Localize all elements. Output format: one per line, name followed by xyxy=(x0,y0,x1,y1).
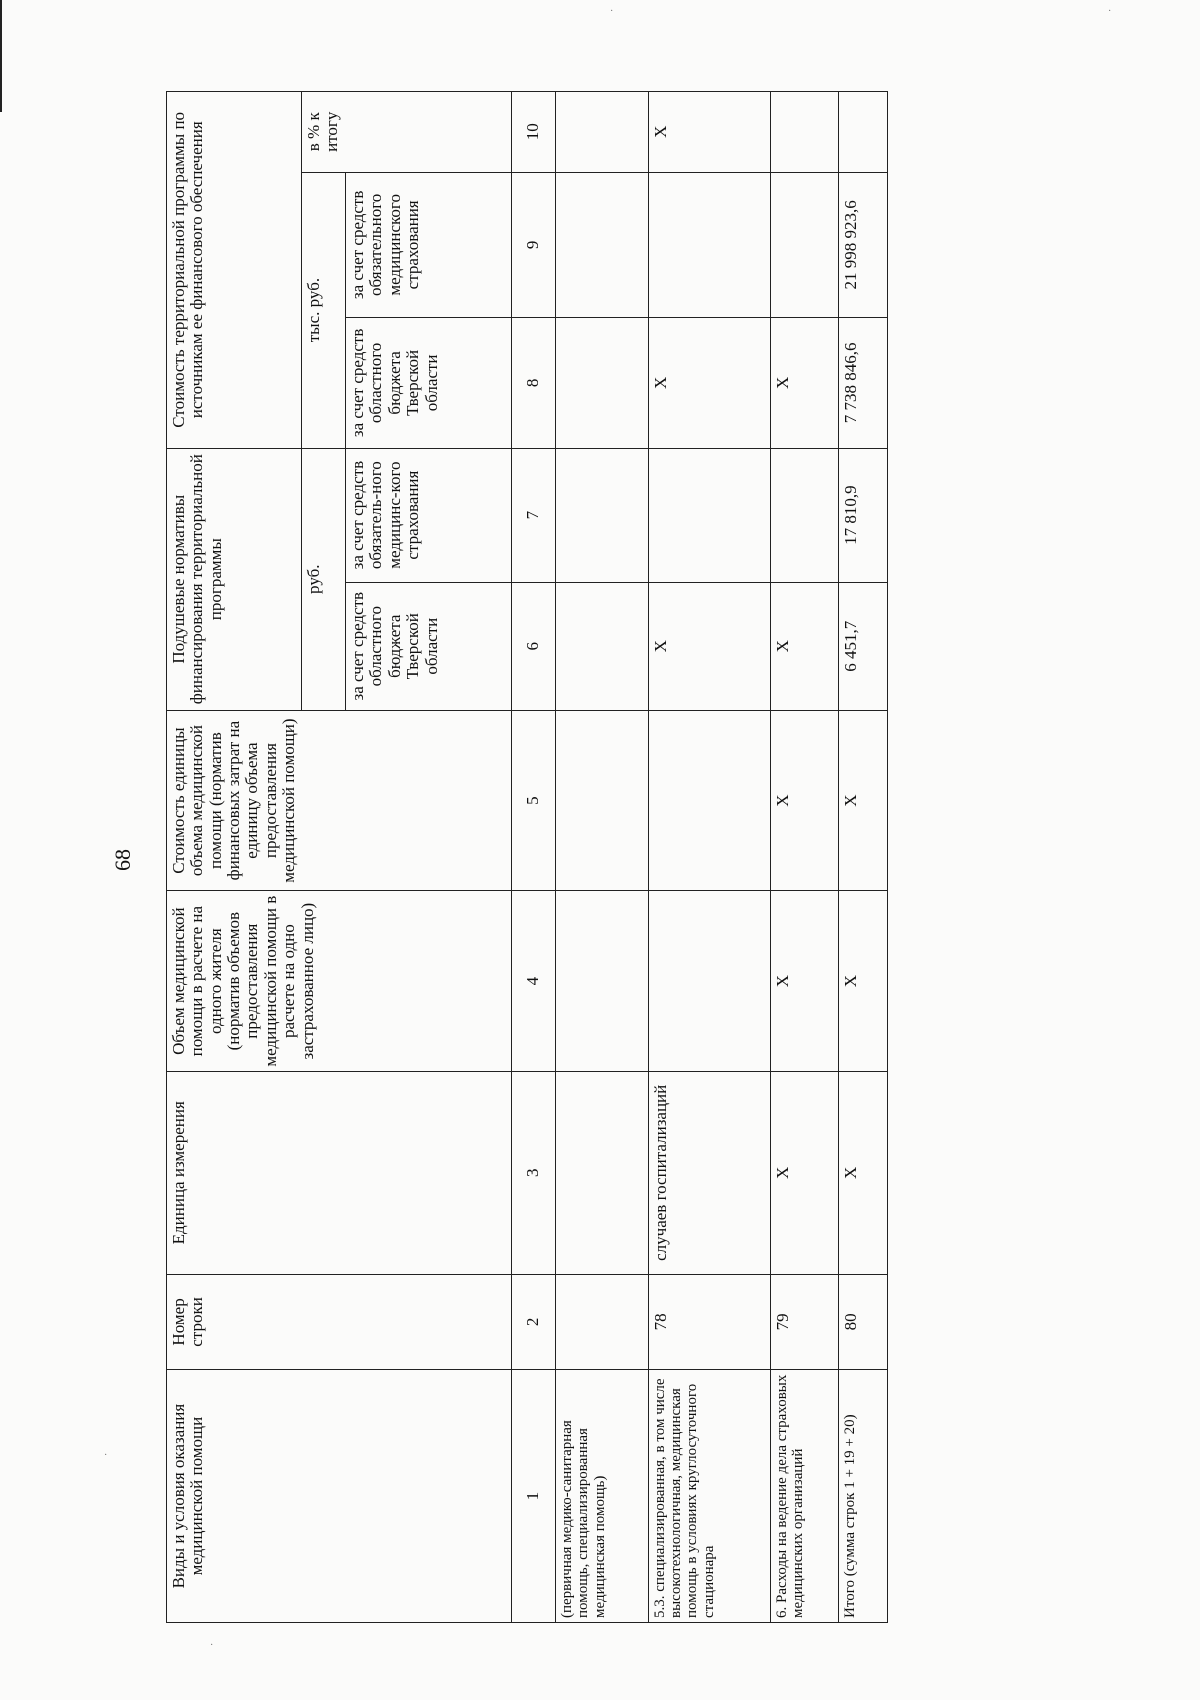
row-percent xyxy=(770,92,839,173)
header-pc-oms: за счет средств обязатель-ного медицинс-кого страхования xyxy=(346,448,512,582)
header-unit: Единица измерения xyxy=(167,1071,512,1274)
column-number: 8 xyxy=(511,318,555,448)
scan-dot: · xyxy=(210,1640,214,1651)
row-percent: X xyxy=(649,92,771,173)
row-volume: X xyxy=(770,891,839,1072)
financing-table xyxy=(166,91,888,1623)
row-pc-budget: X xyxy=(770,582,839,710)
row-unit: X xyxy=(770,1071,839,1274)
row-total-budget: 7 738 846,6 xyxy=(839,318,888,448)
row-label: Итого (сумма строк 1 + 19 + 20) xyxy=(839,1370,888,1623)
header-total-budget: за счет средств областного бюджета Тверской области xyxy=(346,318,512,448)
row-number: 79 xyxy=(770,1274,839,1370)
row-pc-budget: X xyxy=(649,582,771,710)
row-percent xyxy=(839,92,888,173)
scan-dot: · xyxy=(104,1450,108,1461)
row-pc-budget: 6 451,7 xyxy=(839,582,888,710)
binding-mark xyxy=(0,0,2,112)
row-total-oms xyxy=(770,172,839,318)
table-row-total xyxy=(839,92,888,1623)
scan-dot: · xyxy=(1108,6,1112,17)
row-unit xyxy=(556,1071,649,1274)
row-unit-cost xyxy=(556,710,649,891)
rotated-table-container xyxy=(166,91,888,1623)
row-pc-oms xyxy=(556,448,649,582)
column-number: 3 xyxy=(511,1071,555,1274)
header-pc-budget: за счет средств областного бюджета Тверской области xyxy=(346,582,512,710)
row-pc-budget xyxy=(556,582,649,710)
header-per-capita-group: Подушевые нормативы финансирования территориальной программы xyxy=(167,448,302,710)
table-row xyxy=(770,92,839,1623)
table-row xyxy=(556,92,649,1623)
header-total-oms: за счет средств обязательного медицинского страхования xyxy=(346,172,512,318)
scan-dot: · xyxy=(610,6,614,17)
row-number: 80 xyxy=(839,1274,888,1370)
row-volume xyxy=(556,891,649,1072)
row-label: 6. Расходы на ведение дела страховых медицинских организаций xyxy=(770,1370,839,1623)
row-unit-cost xyxy=(649,710,771,891)
row-pc-oms xyxy=(649,448,771,582)
row-total-budget: X xyxy=(770,318,839,448)
column-number: 6 xyxy=(511,582,555,710)
header-volume: Объем медицинской помощи в расчете на одного жителя (норматив объемов предоставления медицинской помощи в расчете на одно застрахованное лицо) xyxy=(167,891,512,1072)
column-number: 9 xyxy=(511,172,555,318)
table-row xyxy=(649,92,771,1623)
row-unit: X xyxy=(839,1071,888,1274)
header-kinds: Виды и условия оказания медицинской помощи xyxy=(167,1370,512,1623)
row-pc-oms: 17 810,9 xyxy=(839,448,888,582)
row-pc-oms xyxy=(770,448,839,582)
header-row-number: Номер строки xyxy=(167,1274,512,1370)
header-unit-rub: руб. xyxy=(301,448,345,710)
column-number: 5 xyxy=(511,710,555,891)
row-total-oms xyxy=(649,172,771,318)
row-number xyxy=(556,1274,649,1370)
header-unit-cost: Стоимость единицы объема медицинской помощи (норматив финансовых затрат на единицу объема предоставления медицинской помощи) xyxy=(167,710,512,891)
row-volume: X xyxy=(839,891,888,1072)
column-number: 1 xyxy=(511,1370,555,1623)
header-percent-total: в % к итогу xyxy=(301,92,511,173)
row-number: 78 xyxy=(649,1274,771,1370)
row-label: 5.3. специализированная, в том числе высокотехнологичная, медицинская помощь в условиях круглосуточного стационара xyxy=(649,1370,771,1623)
row-volume xyxy=(649,891,771,1072)
column-number: 4 xyxy=(511,891,555,1072)
row-percent xyxy=(556,92,649,173)
column-number: 10 xyxy=(511,92,555,173)
row-unit-cost: X xyxy=(839,710,888,891)
column-number: 7 xyxy=(511,448,555,582)
row-total-oms: 21 998 923,6 xyxy=(839,172,888,318)
page-number: 68 xyxy=(110,849,135,871)
header-program-cost-group: Стоимость территориальной программы по источникам ее финансового обеспечения xyxy=(167,92,302,449)
row-unit: случаев госпитализаций xyxy=(649,1071,771,1274)
row-total-oms xyxy=(556,172,649,318)
row-total-budget xyxy=(556,318,649,448)
row-total-budget: X xyxy=(649,318,771,448)
row-unit-cost: X xyxy=(770,710,839,891)
header-unit-thousand-rub: тыс. руб. xyxy=(301,172,345,448)
row-label: (первичная медико-санитарная помощь, специализированная медицинская помощь) xyxy=(556,1370,649,1623)
column-number: 2 xyxy=(511,1274,555,1370)
